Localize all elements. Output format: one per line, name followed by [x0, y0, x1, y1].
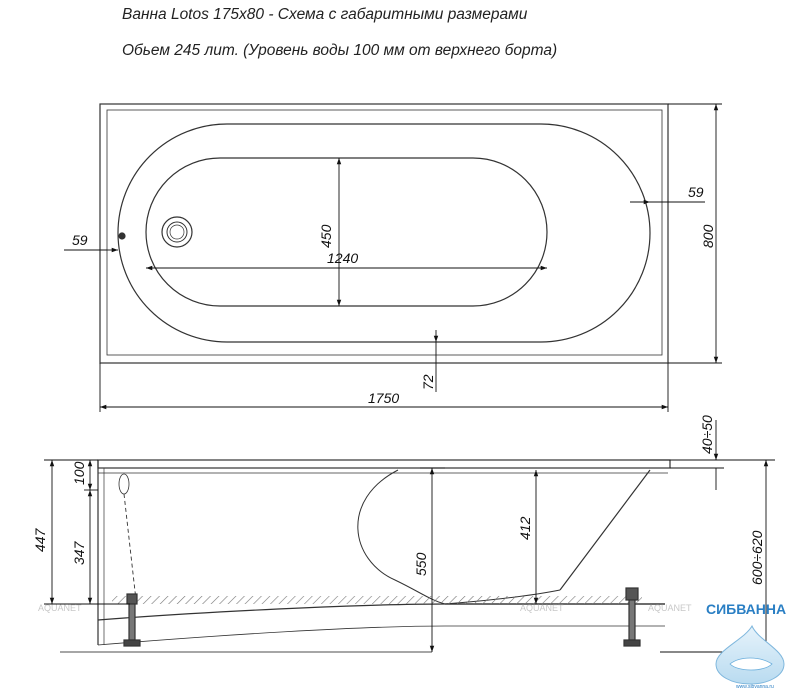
side-view-dimensions	[44, 420, 775, 652]
diagram-subtitle: Обьем 245 лит. (Уровень воды 100 мм от верхнего борта)	[122, 42, 558, 59]
tub-bowl-outer	[118, 124, 650, 342]
tub-outer-outline	[100, 104, 668, 363]
label-water-level-100: 100	[71, 461, 87, 485]
label-inner-width-450: 450	[318, 224, 334, 248]
label-rim-40-50: 40÷50	[699, 415, 715, 454]
watermark-middle: AQUANET	[520, 603, 564, 613]
tub-bottom-curve	[98, 604, 665, 620]
top-view-labels	[72, 184, 716, 406]
tub-inner-rim	[107, 110, 662, 355]
diagram-title: Ванна Lotos 175x80 - Схема с габаритными размерами	[122, 6, 528, 23]
label-depth-412: 412	[517, 516, 533, 540]
leg-right	[624, 588, 640, 646]
label-depth-550: 550	[413, 552, 429, 576]
label-leg-height-600-620: 600÷620	[749, 530, 765, 585]
overflow-icon	[119, 233, 125, 239]
sibvanna-logo	[706, 601, 786, 689]
label-left-offset-59: 59	[72, 232, 88, 248]
watermark-left: AQUANET	[38, 603, 82, 613]
watermark-right: AQUANET	[648, 603, 692, 613]
label-bottom-rim-72: 72	[420, 374, 436, 390]
tub-top-rim	[98, 460, 670, 468]
label-bottom-height-347: 347	[71, 541, 87, 565]
tub-slope-wall	[560, 470, 650, 590]
top-view-dimensions	[64, 104, 722, 412]
label-total-height-447: 447	[32, 528, 48, 552]
side-view-labels	[32, 415, 765, 585]
logo-name: СИБВАННА	[706, 601, 787, 617]
tub-bowl-inner	[146, 158, 547, 306]
label-right-offset-59: 59	[688, 184, 704, 200]
label-inner-length-1240: 1240	[327, 250, 359, 266]
side-view	[98, 460, 670, 646]
label-width-800: 800	[700, 224, 716, 248]
top-view	[100, 104, 668, 363]
logo-url: www.sibvanna.ru	[736, 684, 774, 689]
water-drop-icon	[716, 626, 784, 684]
label-length-1750: 1750	[368, 390, 400, 406]
